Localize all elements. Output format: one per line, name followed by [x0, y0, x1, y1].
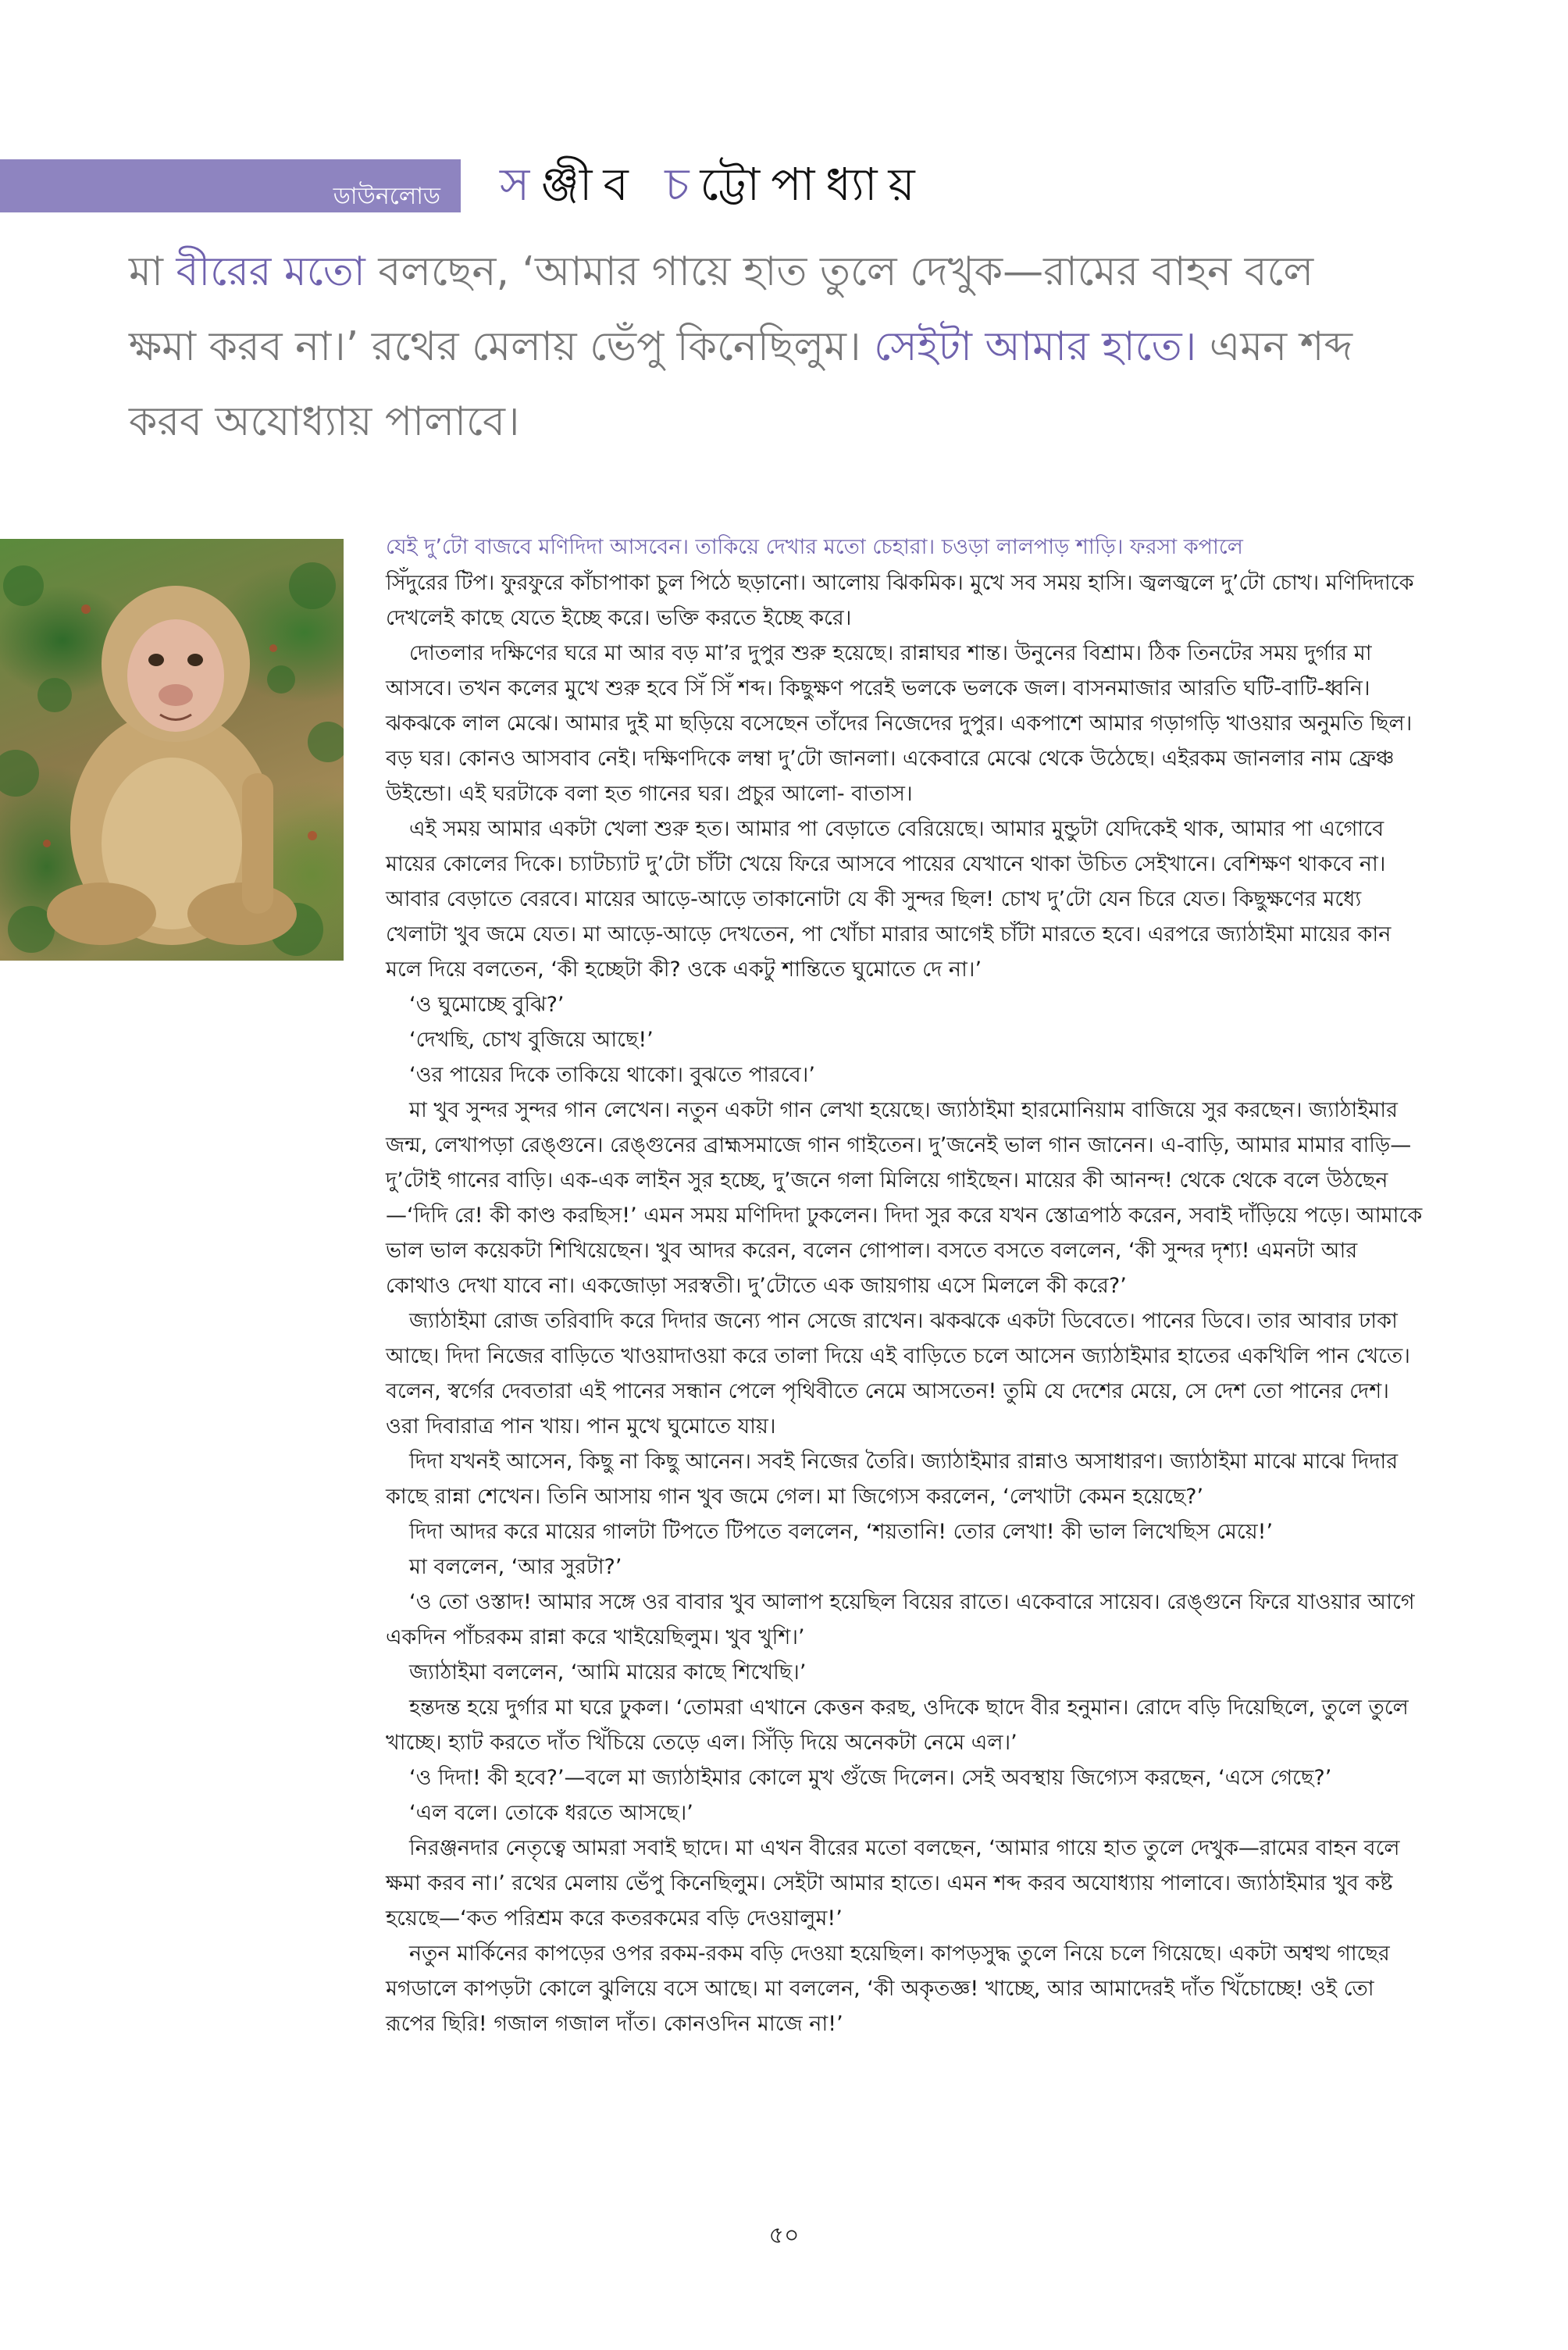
paragraph: দিদা আদর করে মায়ের গালটা টিপতে টিপতে বললেন, ‘শয়তানি! তোর লেখা! কী ভাল লিখেছিস মেয়ে!’	[409, 1520, 1274, 1544]
pull-quote-part5: এমন শব্দ করব অযোধ্যায় পালাবে।	[129, 323, 1352, 445]
paragraph: ‘ও ঘুমোচ্ছে বুঝি?’	[409, 993, 565, 1017]
paragraph: ‘ও দিদা! কী হবে?’—বলে মা জ্যাঠাইমার কোলে মুখ গুঁজে দিলেন। সেই অবস্থায় জিগ্যেস করছেন, ‘এসে গেছে?’	[409, 1766, 1332, 1790]
paragraph: দোতলার দক্ষিণের ঘরে মা আর বড় মা’র দুপুর শুরু হয়েছে। রান্নাঘর শান্ত। উনুনের বিশ্রাম। ঠিক তিনটের সময় দুর্গার মা আসবে। তখন কলের মুখে শুরু হবে সিঁ সিঁ শব্দ। কিছুক্ষণ পরেই ভলকে ভলকে জল। বাসনমাজার আরতি ঘটি-বাটি-ধ্বনি। ঝকঝকে লাল মেঝে। আমার দুই মা ছড়িয়ে বসেছেন তাঁদের নিজেদের দুপুর। একপাশে আমার গড়াগড়ি খাওয়ার অনুমতি ছিল। বড় ঘর। কোনও আসবাব নেই। দক্ষিণদিকে লম্বা দু’টো জানলা। একেবারে মেঝে থেকে উঠেছে। এইরকম জানলার নাম ফ্রেঞ্চ উইন্ডো। এই ঘরটাকে বলা হত গানের ঘর। প্রচুর আলো- বাতাস।	[386, 641, 1413, 806]
author-name	[500, 153, 926, 216]
paragraph: ‘এল বলে। তোকে ধরতে আসছে।’	[409, 1801, 693, 1825]
pull-quote-highlight-2: সেইটা আমার হাতে।	[874, 323, 1197, 370]
article-body	[386, 565, 1427, 2042]
pull-quote-part3: বলছেন, ‘আমার গায়ে হাত তুলে দেখুক—রামের বাহন বলে ক্ষমা করব না।’ রথের মেলায় ভেঁপু কিনেছিলুম।	[129, 248, 1314, 370]
paragraph: হন্তদন্ত হয়ে দুর্গার মা ঘরে ঢুকল। ‘তোমরা এখানে কেত্তন করছ, ওদিকে ছাদে বীর হনুমান। রোদে বড়ি দিয়েছিলে, তুলে তুলে খাচ্ছে। হ্যাট করতে দাঁত খিঁচিয়ে তেড়ে এল। সিঁড়ি দিয়ে অনেকটা নেমে এল।’	[386, 1696, 1409, 1755]
author-first-initial: স	[500, 158, 541, 211]
paragraph: নিরঞ্জনদার নেতৃত্বে আমরা সবাই ছাদে। মা এখন বীরের মতো বলছেন, ‘আমার গায়ে হাত তুলে দেখুক—রামের বাহন বলে ক্ষমা করব না।’ রথের মেলায় ভেঁপু কিনেছিলুম। সেইটা আমার হাতে। এমন শব্দ করব অযোধ্যায় পালাবে। জ্যাঠাইমার খুব কষ্ট হয়েছে—‘কত পরিশ্রম করে কতরকমের বড়ি দেওয়ালুম!’	[386, 1836, 1400, 1931]
paragraph: ‘দেখছি, চোখ বুজিয়ে আছে!’	[409, 1028, 654, 1052]
paragraph: ‘ওর পায়ের দিকে তাকিয়ে থাকো। বুঝতে পারবে।’	[409, 1063, 815, 1087]
paragraph: মা খুব সুন্দর সুন্দর গান লেখেন। নতুন একটা গান লেখা হয়েছে। জ্যাঠাইমা হারমোনিয়াম বাজিয়ে সুর করছেন। জ্যাঠাইমার জন্ম, লেখাপড়া রেঙ্গুনে। রেঙ্গুনের ব্রাহ্মসমাজে গান গাইতেন। দু’জনেই ভাল গান জানেন। এ-বাড়ি, আমার মামার বাড়ি—দু’টোই গানের বাড়ি। এক-এক লাইন সুর হচ্ছে, দু’জনে গলা মিলিয়ে গাইছেন। মায়ের কী আনন্দ! থেকে থেকে বলে উঠছেন—‘দিদি রে! কী কাণ্ড করছিস!’ এমন সময় মণিদিদা ঢুকলেন। দিদা সুর করে যখন স্তোত্রপাঠ করেন, সবাই দাঁড়িয়ে পড়ে। আমাকে ভাল ভাল কয়েকটা শিখিয়েছেন। খুব আদর করেন, বলেন গোপাল। বসতে বসতে বললেন, ‘কী সুন্দর দৃশ্য! এমনটা আর কোথাও দেখা যাবে না। একজোড়া সরস্বতী। দু’টোতে এক জায়গায় এসে মিললে কী করে?’	[386, 1098, 1423, 1298]
paragraph: জ্যাঠাইমা রোজ তরিবাদি করে দিদার জন্যে পান সেজে রাখেন। ঝকঝকে একটা ডিবেতে। পানের ডিবে। তার আবার ঢাকা আছে। দিদা নিজের বাড়িতে খাওয়াদাওয়া করে তালা দিয়ে এই বাড়িতে চলে আসেন জ্যাঠাইমার হাতের একখিলি পান খেতে। বলেন, স্বর্গের দেবতারা এই পানের সন্ধান পেলে পৃথিবীতে নেমে আসতেন! তুমি যে দেশের মেয়ে, সে দেশ তো পানের দেশ। ওরা দিবারাত্র পান খায়। পান মুখে ঘুমোতে যায়।	[386, 1309, 1410, 1439]
paragraph: দিদা যখনই আসেন, কিছু না কিছু আনেন। সবই নিজের তৈরি। জ্যাঠাইমার রান্নাও অসাধারণ। জ্যাঠাইমা মাঝে মাঝে দিদার কাছে রান্না শেখেন। তিনি আসায় গান খুব জমে গেল। মা জিগ্যেস করলেন, ‘লেখাটা কেমন হয়েছে?’	[386, 1450, 1399, 1509]
page-number: ৫০	[768, 2222, 800, 2249]
section-banner	[0, 159, 461, 212]
paragraph: মা বললেন, ‘আর সুরটা?’	[409, 1555, 622, 1579]
paragraph: নতুন মার্কিনের কাপড়ের ওপর রকম-রকম বড়ি দেওয়া হয়েছিল। কাপড়সুদ্ধ তুলে নিয়ে চলে গিয়েছে। একটা অশ্বত্থ গাছের মগডালে কাপড়টা কোলে ঝুলিয়ে বসে আছে। মা বললেন, ‘কী অকৃতজ্ঞ! খাচ্ছে, আর আমাদেরই দাঁত খিঁচোচ্ছে! ওই তো রূপের ছিরি! গজাল গজাল দাঁত। কোনওদিন মাজে না!’	[386, 1942, 1390, 2036]
paragraph: সিঁদুরের টিপ। ফুরফুরে কাঁচাপাকা চুল পিঠে ছড়ানো। আলোয় ঝিকমিক। মুখে সব সময় হাসি। জ্বলজ্বলে দু’টো চোখ। মণিদিদাকে দেখলেই কাছে যেতে ইচ্ছে করে। ভক্তি করতে ইচ্ছে করে।	[386, 571, 1414, 630]
paragraph: ‘ও তো ওস্তাদ! আমার সঙ্গে ওর বাবার খুব আলাপ হয়েছিল বিয়ের রাতে। একেবারে সায়েব। রেঙ্গুনে ফিরে যাওয়ার আগে একদিন পাঁচরকম রান্না করে খাইয়েছিলুম। খুব খুশি।’	[386, 1590, 1415, 1649]
monkey-photo	[0, 539, 344, 961]
paragraph: জ্যাঠাইমা বললেন, ‘আমি মায়ের কাছে শিখেছি।’	[409, 1660, 807, 1685]
author-first-rest: ঞ্জীব	[540, 158, 640, 211]
author-last-initial: চ	[665, 158, 700, 211]
pull-quote-highlight-1: বীরের মতো	[176, 248, 365, 295]
author-last-rest: ট্টোপাধ্যায়	[700, 158, 926, 211]
pull-quote-part1: মা	[129, 248, 176, 295]
pull-quote	[129, 234, 1378, 459]
intro-line: যেই দু’টো বাজবে মণিদিদা আসবেন। তাকিয়ে দেখার মতো চেহারা। চওড়া লালপাড় শাড়ি। ফরসা কপালে	[386, 535, 1243, 559]
paragraph: এই সময় আমার একটা খেলা শুরু হত। আমার পা বেড়াতে বেরিয়েছে। আমার মুন্ডুটা যেদিকেই থাক, আমার পা এগোবে মায়ের কোলের দিকে। চ্যাটচ্যাট দু’টো চাঁটা খেয়ে ফিরে আসবে পায়ের যেখানে থাকা উচিত সেইখানে। বেশিক্ষণ থাকবে না। আবার বেড়াতে বেরবে। মায়ের আড়ে-আড়ে তাকানোটা যে কী সুন্দর ছিল! চোখ দু’টো যেন চিরে যেত। কিছুক্ষণের মধ্যে খেলাটা খুব জমে যেত। মা আড়ে-আড়ে দেখতেন, পা খোঁচা মারার আগেই চাঁটা মারতে হবে। এরপরে জ্যাঠাইমা মায়ের কান মলে দিয়ে বলতেন, ‘কী হচ্ছেটা কী? ওকে একটু শান্তিতে ঘুমোতে দে না।’	[386, 817, 1392, 982]
section-label: ডাউনলোড	[333, 183, 440, 210]
